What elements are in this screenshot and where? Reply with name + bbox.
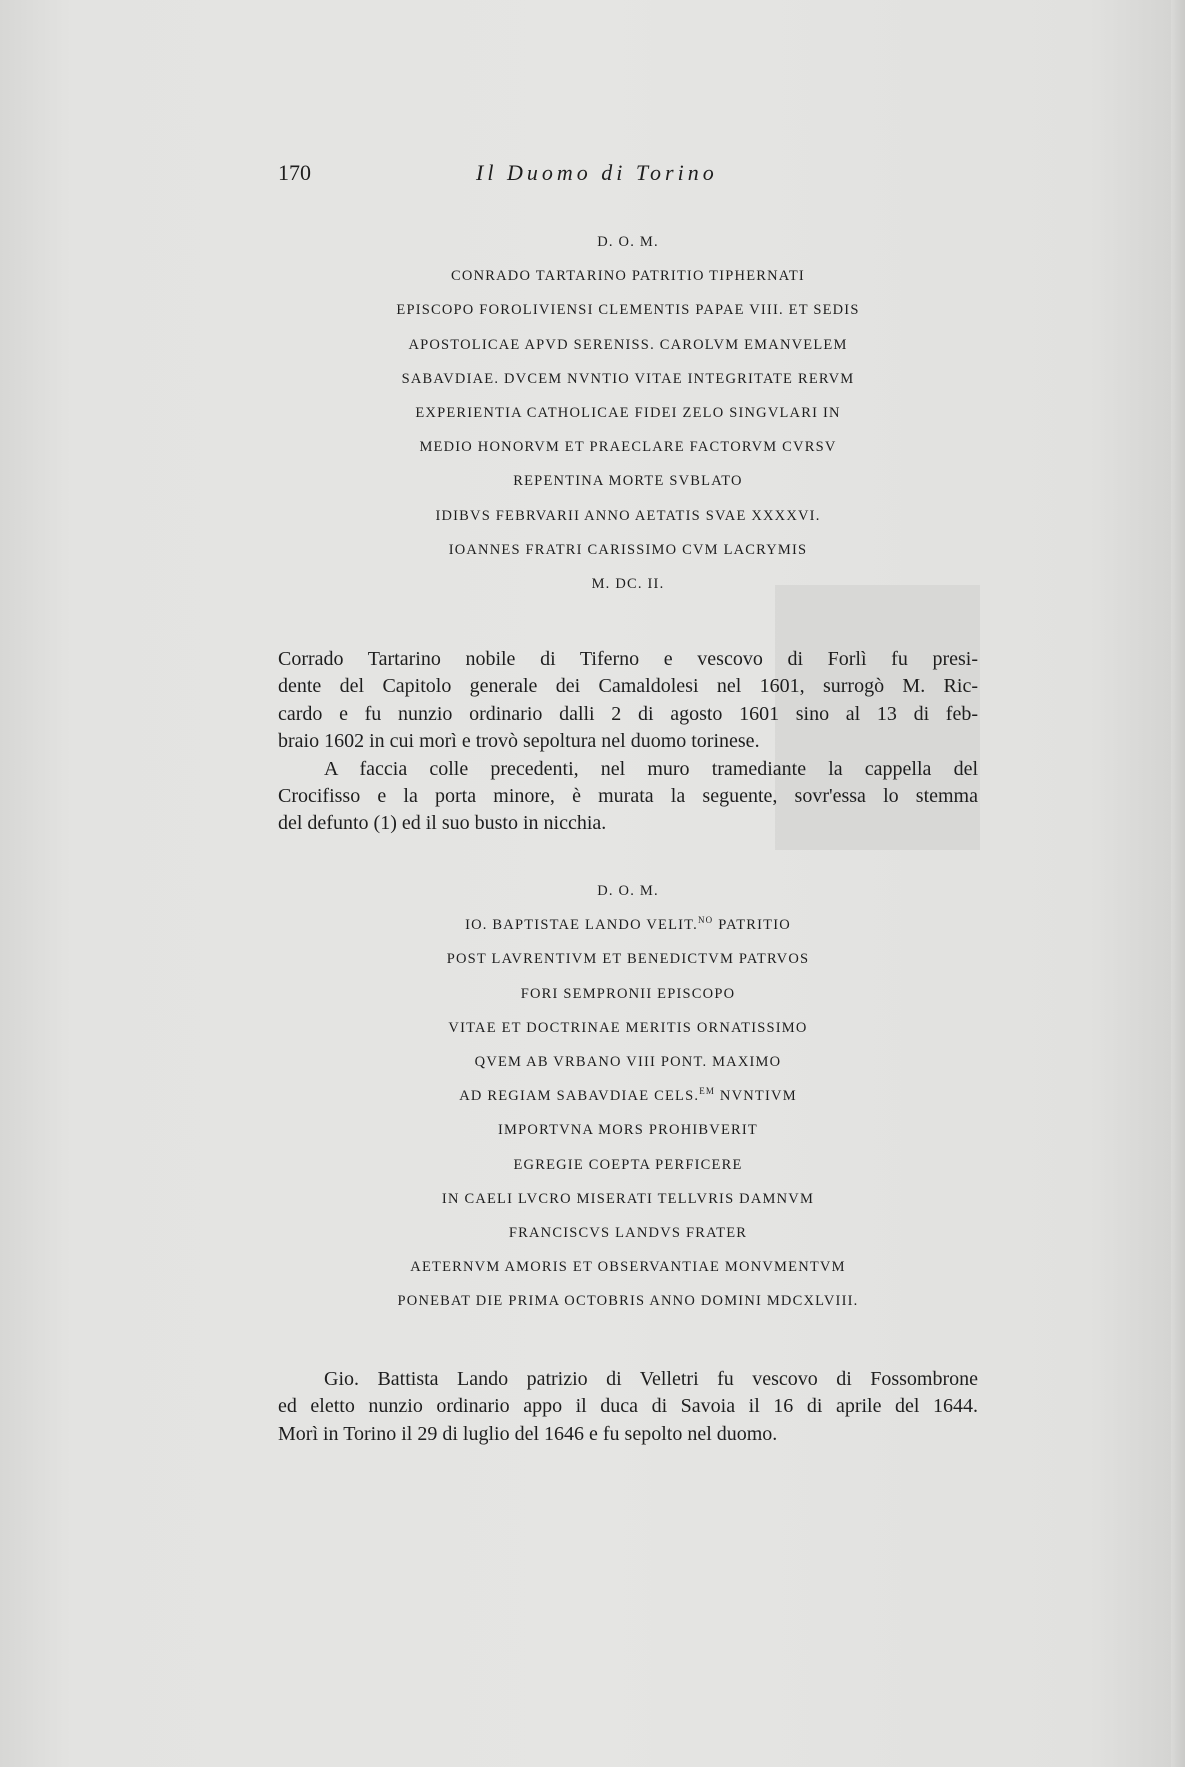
inscription-line	[278, 908, 978, 942]
inscription-line: D. O. M.	[597, 883, 659, 899]
inscription-line: IN CAELI LVCRO MISERATI TELLVRIS DAMNVM	[441, 1190, 815, 1207]
inscription-line: EPISCOPO FOROLIVIENSI CLEMENTIS PAPAE VIII. ET SEDIS	[396, 302, 860, 319]
inscription-line: FORI SEMPRONII EPISCOPO	[520, 985, 736, 1002]
paragraph-line: ed eletto nunzio ordinario appo il duca di Savoia il 16 di aprile del 1644.	[278, 1395, 978, 1418]
running-header	[278, 160, 978, 190]
page-number: 170	[278, 160, 311, 185]
running-title: Il Duomo di Torino	[476, 160, 718, 185]
inscription-line: EXPERIENTIA CATHOLICAE FIDEI ZELO SINGVLARI IN	[415, 405, 841, 422]
epitaph-tartarino	[278, 225, 978, 601]
commentary-tartarino	[278, 646, 978, 838]
paragraph-line: braio 1602 in cui morì e trovò sepoltura nel duomo torinese.	[278, 730, 760, 753]
epitaph-lando	[278, 874, 978, 1319]
inscription-line: IDIBVS FEBRVARII ANNO AETATIS SVAE XXXXVI.	[435, 507, 821, 524]
inscription-line: M. DC. II.	[591, 576, 665, 593]
page-edge	[1171, 0, 1185, 1767]
paragraph-line: Morì in Torino il 29 di luglio del 1646 e fu sepolto nel duomo.	[278, 1422, 778, 1445]
inscription-line	[278, 1079, 978, 1113]
inscription-line: VITAE ET DOCTRINAE MERITIS ORNATISSIMO	[448, 1019, 808, 1036]
superscript-abbreviation: NO	[697, 915, 714, 926]
inscription-line: POST LAVRENTIVM ET BENEDICTVM PATRVOS	[446, 951, 810, 968]
superscript-abbreviation: EM	[699, 1086, 716, 1097]
commentary-lando	[278, 1366, 978, 1448]
inscription-fragment: IO. BAPTISTAE LANDO VELIT.	[465, 917, 698, 934]
inscription-line: AETERNVM AMORIS ET OBSERVANTIAE MONVMENTVM	[410, 1259, 846, 1276]
paragraph-line: dente del Capitolo generale dei Camaldolesi nel 1601, surrogò M. Ric-	[278, 675, 978, 698]
paragraph-line: A faccia colle precedenti, nel muro tramediante la cappella del	[324, 757, 978, 780]
inscription-fragment: NVNTIVM	[719, 1088, 797, 1105]
paragraph-line: Gio. Battista Lando patrizio di Velletri fu vescovo di Fossombrone	[324, 1368, 978, 1390]
inscription-line: APOSTOLICAE APVD SERENISS. CAROLVM EMANVELEM	[408, 336, 848, 353]
inscription-line: CONRADO TARTARINO PATRITIO TIPHERNATI	[451, 268, 805, 285]
inscription-line: EGREGIE COEPTA PERFICERE	[513, 1156, 743, 1173]
paragraph-line: cardo e fu nunzio ordinario dalli 2 di agosto 1601 sino al 13 di feb-	[278, 702, 978, 725]
inscription-line: REPENTINA MORTE SVBLATO	[513, 473, 743, 490]
inscription-fragment: AD REGIAM SABAVDIAE CELS.	[459, 1088, 700, 1105]
inscription-line: IMPORTVNA MORS PROHIBVERIT	[498, 1122, 758, 1139]
paragraph-line: del defunto (1) ed il suo busto in nicchia.	[278, 812, 607, 835]
inscription-line: IOANNES FRATRI CARISSIMO CVM LACRYMIS	[448, 541, 808, 558]
inscription-line: SABAVDIAE. DVCEM NVNTIO VITAE INTEGRITATE RERVM	[401, 370, 855, 387]
paragraph-line: Corrado Tartarino nobile di Tiferno e vescovo di Forlì fu presi-	[278, 648, 978, 670]
inscription-line: PONEBAT DIE PRIMA OCTOBRIS ANNO DOMINI MDCXLVIII.	[397, 1293, 859, 1310]
inscription-line: MEDIO HONORVM ET PRAECLARE FACTORVM CVRSV	[419, 439, 837, 456]
paragraph-line: Crocifisso e la porta minore, è murata la seguente, sovr'essa lo stemma	[278, 785, 978, 808]
inscription-line: FRANCISCVS LANDVS FRATER	[508, 1225, 748, 1242]
inscription-fragment: PATRITIO	[718, 917, 791, 934]
inscription-line: D. O. M.	[597, 234, 659, 250]
inscription-line: QVEM AB VRBANO VIII PONT. MAXIMO	[474, 1054, 782, 1071]
